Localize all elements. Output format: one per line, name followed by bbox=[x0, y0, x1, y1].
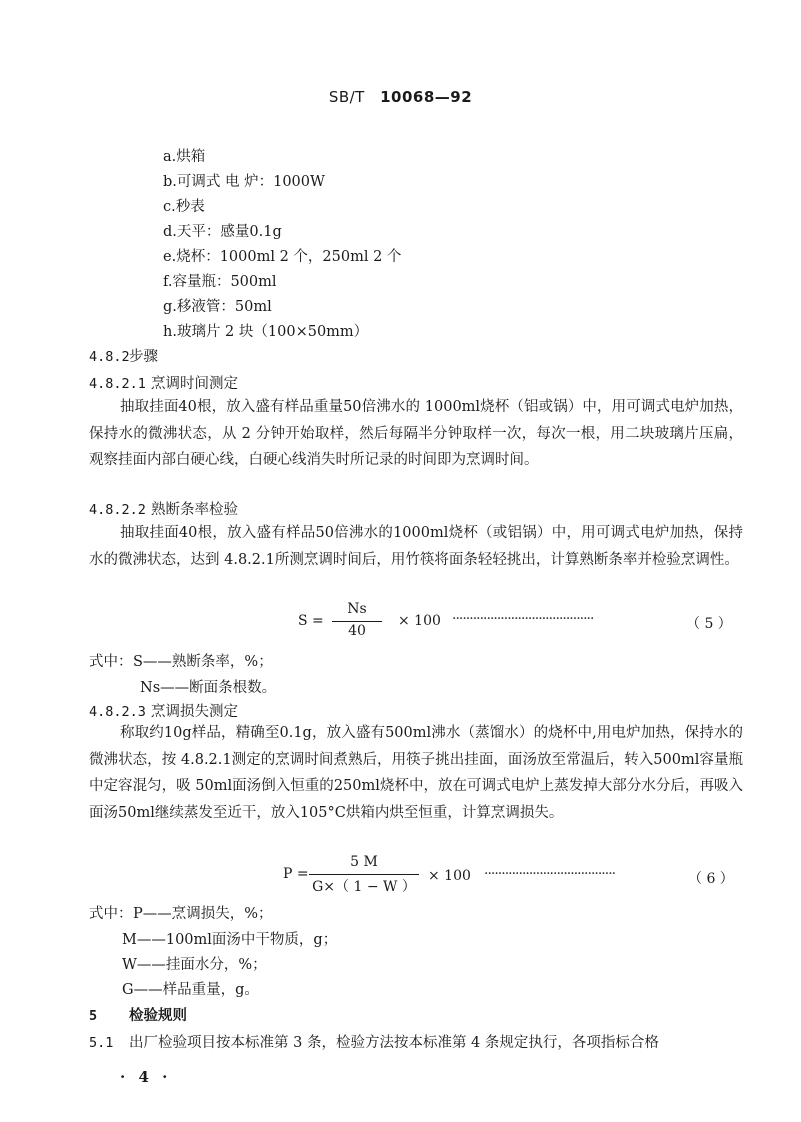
formula-5-numerator: Ns bbox=[347, 601, 367, 617]
page-header bbox=[0, 88, 801, 106]
where-5-intro: 式中： bbox=[89, 654, 133, 670]
formula-6-multiplier: × 100 bbox=[428, 868, 471, 884]
section-heading-4-8-2-3: 4.8.2.3 烹调损失测定 bbox=[89, 704, 238, 720]
paragraph-cooking-time: 抽取挂面40根，放入盛有样品重量50倍沸水的 1000ml烧杯（铝或锅）中，用可调式电炉加热，保持水的微沸状态，从 2 分钟开始取样，然后每隔半分钟取样一次，每次一根，用二块玻璃片压扁，观察挂面内部白硬心线，白硬心线消失时所记录的时间即为烹调时间。 bbox=[89, 399, 743, 468]
paragraph-broken-strip: 抽取挂面40根，放入盛有样品50倍沸水的1000ml烧杯（或铝锅）中，用可调式电炉加热，保持水的微沸状态，达到 4.8.2.1所测烹调时间后，用竹筷将面条轻轻挑出，计算熟断条率并检验烹调性。 bbox=[89, 525, 743, 568]
formula-5-multiplier: × 100 bbox=[398, 613, 441, 629]
where-6-item: M——100ml面汤中干物质，g； bbox=[122, 932, 338, 948]
section-5-1: 5.1 出厂检验项目按本标准第 3 条，检验方法按本标准第 4 条规定执行，各项指标合格 bbox=[89, 1035, 659, 1051]
page-number: · 4 · bbox=[120, 1068, 172, 1086]
apparatus-item: h.玻璃片 2 块（100×50mm） bbox=[163, 324, 369, 340]
fraction-bar bbox=[309, 874, 419, 875]
apparatus-item: d.天平：感量0.1g bbox=[163, 224, 282, 240]
paragraph-cooking-loss: 称取约10g样品，精确至0.1g，放入盛有500ml沸水（蒸馏水）的烧杯中,用电炉加热，保持水的微沸状态，按 4.8.2.1测定的烹调时间煮熟后，用筷子挑出挂面，面汤放至常温后，转入500ml容量瓶中定容混匀，吸 50ml面汤倒入恒重的250ml烧杯中，放在可调式电炉上蒸发掉大部分水分后，再吸入面汤50ml继续蒸发至近干，放入105°C烘箱内烘至恒重，计算烹调损失。 bbox=[89, 725, 743, 821]
formula-5-fraction bbox=[330, 601, 384, 641]
section-heading-4-8-2: 4.8.2步骤 bbox=[89, 349, 158, 365]
apparatus-item: e.烧杯：1000ml 2 个，250ml 2 个 bbox=[163, 249, 402, 265]
standard-number: 10068—92 bbox=[380, 88, 473, 106]
formula-5-label: （ 5 ） bbox=[686, 616, 732, 632]
apparatus-item: f.容量瓶：500ml bbox=[163, 274, 277, 290]
where-6-item: G——样品重量，g。 bbox=[122, 982, 259, 998]
apparatus-item: c.秒表 bbox=[163, 199, 205, 215]
where-5-item: S——熟断条率，%； bbox=[133, 654, 273, 670]
section-heading-5: 5 检验规则 bbox=[89, 1007, 187, 1024]
where-6-intro: 式中： bbox=[89, 906, 133, 922]
standard-code: SB/T bbox=[328, 88, 365, 106]
formula-6-lhs: P = bbox=[283, 866, 309, 882]
fraction-bar bbox=[332, 621, 382, 622]
where-6-item: W——挂面水分，%； bbox=[122, 957, 267, 973]
section-heading-4-8-2-1: 4.8.2.1 烹调时间测定 bbox=[89, 376, 238, 392]
formula-5-leader-dots: ········································· bbox=[452, 611, 594, 627]
formula-5-denominator: 40 bbox=[348, 623, 366, 639]
formula-6-leader-dots: ······································ bbox=[484, 866, 616, 882]
apparatus-item: a.烘箱 bbox=[163, 149, 206, 165]
section-heading-4-8-2-2: 4.8.2.2 熟断条率检验 bbox=[89, 502, 238, 518]
apparatus-item: g.移液管：50ml bbox=[163, 299, 272, 315]
where-5-item: Ns——断面条根数。 bbox=[140, 680, 277, 696]
where-6-item: P——烹调损失，%； bbox=[133, 906, 273, 922]
apparatus-item: b.可调式 电 炉：1000W bbox=[163, 174, 325, 190]
formula-6-denominator: G×（ 1 − W ） bbox=[312, 879, 416, 895]
formula-5-lhs: S = bbox=[298, 613, 324, 629]
formula-6-fraction bbox=[305, 854, 423, 894]
formula-6-numerator: 5 M bbox=[350, 854, 378, 870]
formula-6-label: （ 6 ） bbox=[688, 871, 734, 887]
